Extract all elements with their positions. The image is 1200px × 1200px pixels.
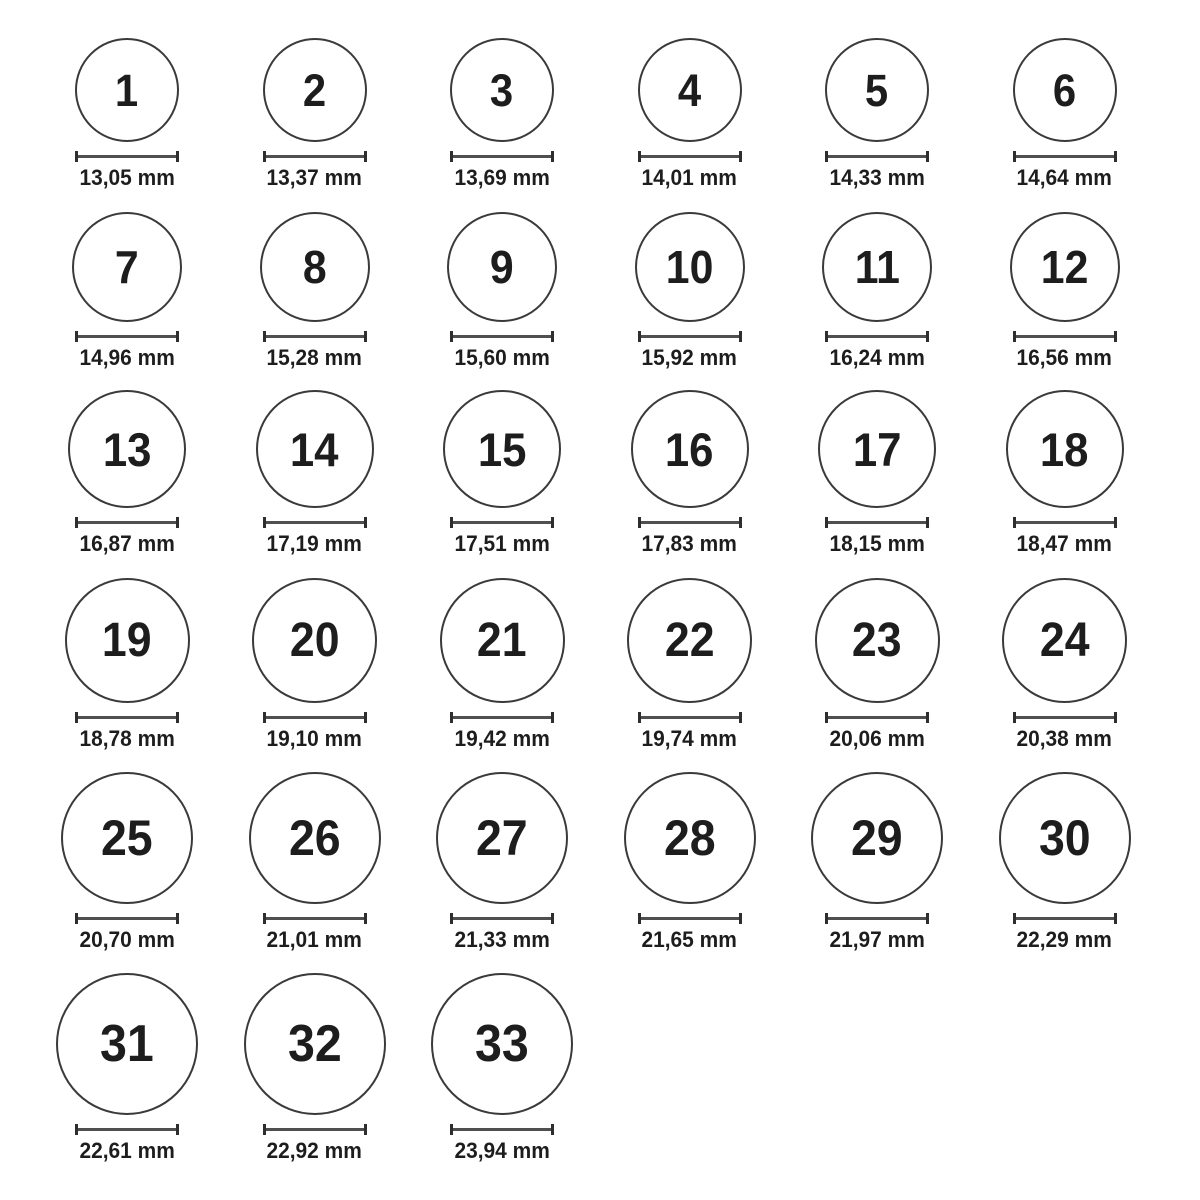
ring-circle — [56, 973, 198, 1115]
diameter-label: 13,37 mm — [266, 165, 363, 190]
ruler-right-tick-icon — [364, 712, 367, 723]
ruler-line — [1016, 155, 1114, 158]
ruler-right-tick-icon — [739, 517, 742, 528]
ring-size-number: 26 — [288, 810, 341, 866]
diameter-ruler — [1013, 151, 1117, 162]
ring-size-item — [783, 772, 971, 951]
ring-size-number: 25 — [101, 810, 153, 866]
ruler-line — [828, 335, 926, 338]
ring-circle — [244, 973, 386, 1115]
ruler-line — [641, 521, 739, 524]
diameter-ruler — [825, 517, 929, 528]
ruler-right-tick-icon — [1114, 151, 1117, 162]
ruler-right-tick-icon — [739, 712, 742, 723]
ring-size-number: 16 — [665, 422, 714, 476]
ruler-line — [78, 335, 176, 338]
ruler-right-tick-icon — [551, 517, 554, 528]
ruler-line — [828, 716, 926, 719]
ring-size-number: 11 — [854, 241, 900, 293]
ruler-right-tick-icon — [1114, 913, 1117, 924]
ruler-right-tick-icon — [176, 913, 179, 924]
ring-size-item — [33, 578, 221, 750]
diameter-label: 20,06 mm — [829, 726, 925, 751]
ring-size-number: 1 — [115, 64, 139, 116]
diameter-label: 18,78 mm — [79, 726, 175, 751]
ring-circle — [65, 578, 190, 703]
ring-size-item — [596, 38, 784, 189]
ring-size-item — [596, 390, 784, 555]
ring-circle — [440, 578, 565, 703]
ring-size-number: 8 — [302, 241, 327, 293]
diameter-ruler — [825, 913, 929, 924]
ring-circle — [72, 212, 182, 322]
diameter-label: 23,94 mm — [454, 1138, 550, 1163]
ring-size-number: 30 — [1038, 810, 1091, 866]
ring-circle — [252, 578, 377, 703]
ring-size-item — [33, 212, 221, 369]
ruler-right-tick-icon — [926, 151, 929, 162]
ring-size-item — [408, 38, 596, 189]
ring-circle — [638, 38, 742, 142]
diameter-ruler — [263, 913, 367, 924]
ruler-line — [1016, 716, 1114, 719]
diameter-label: 19,42 mm — [454, 726, 550, 751]
ring-circle — [263, 38, 367, 142]
diameter-ruler — [450, 1124, 554, 1135]
diameter-ruler — [638, 517, 742, 528]
ring-circle — [256, 390, 374, 508]
ring-size-number: 32 — [287, 1015, 342, 1073]
ruler-right-tick-icon — [926, 913, 929, 924]
diameter-ruler — [75, 913, 179, 924]
ruler-right-tick-icon — [364, 1124, 367, 1135]
ruler-line — [1016, 521, 1114, 524]
ring-circle — [1002, 578, 1127, 703]
ring-size-item — [221, 390, 409, 555]
diameter-label: 22,29 mm — [1016, 927, 1113, 952]
ruler-line — [78, 521, 176, 524]
ring-circle — [1010, 212, 1120, 322]
ring-size-number: 29 — [851, 810, 903, 866]
diameter-ruler — [75, 151, 179, 162]
ruler-right-tick-icon — [176, 712, 179, 723]
ring-size-number: 3 — [490, 64, 514, 116]
ring-size-number: 12 — [1040, 241, 1089, 293]
ruler-line — [266, 716, 364, 719]
ring-size-number: 7 — [115, 241, 139, 293]
diameter-ruler — [450, 913, 554, 924]
ring-size-item — [596, 578, 784, 750]
ring-circle — [249, 772, 381, 904]
ring-size-number: 5 — [865, 64, 889, 116]
diameter-label: 14,01 mm — [641, 165, 738, 190]
ring-size-item — [408, 390, 596, 555]
diameter-ruler — [75, 712, 179, 723]
ruler-line — [266, 917, 364, 920]
ruler-line — [453, 917, 551, 920]
ruler-right-tick-icon — [551, 913, 554, 924]
diameter-ruler — [75, 1124, 179, 1135]
ring-size-item — [408, 772, 596, 951]
ring-size-item — [408, 212, 596, 369]
ring-size-number: 10 — [665, 241, 714, 293]
ring-size-number: 18 — [1040, 422, 1089, 476]
diameter-ruler — [825, 151, 929, 162]
ring-circle — [75, 38, 179, 142]
ring-size-item — [971, 38, 1159, 189]
ring-size-item — [971, 578, 1159, 750]
diameter-ruler — [263, 331, 367, 342]
ruler-line — [453, 521, 551, 524]
ruler-line — [453, 1128, 551, 1131]
diameter-ruler — [263, 1124, 367, 1135]
ruler-line — [78, 155, 176, 158]
ring-circle — [68, 390, 186, 508]
ruler-right-tick-icon — [364, 517, 367, 528]
diameter-label: 19,74 mm — [641, 726, 738, 751]
diameter-label: 14,64 mm — [1016, 165, 1113, 190]
ring-size-item — [783, 212, 971, 369]
ring-size-number: 9 — [490, 241, 514, 293]
diameter-ruler — [450, 712, 554, 723]
ring-size-number: 14 — [290, 422, 339, 476]
diameter-ruler — [825, 712, 929, 723]
diameter-ruler — [1013, 517, 1117, 528]
ring-size-item — [408, 973, 596, 1162]
ruler-line — [1016, 335, 1114, 338]
diameter-label: 16,87 mm — [79, 531, 175, 556]
ring-size-number: 13 — [102, 422, 152, 476]
ring-size-number: 20 — [289, 613, 340, 667]
diameter-label: 21,65 mm — [641, 927, 738, 952]
ring-size-number: 23 — [852, 613, 902, 667]
ring-size-item — [596, 212, 784, 369]
ring-size-number: 4 — [677, 64, 702, 116]
ruler-right-tick-icon — [176, 151, 179, 162]
ruler-right-tick-icon — [551, 712, 554, 723]
ruler-line — [453, 155, 551, 158]
ring-circle — [447, 212, 557, 322]
ruler-line — [641, 335, 739, 338]
ring-size-item — [408, 578, 596, 750]
diameter-label: 17,19 mm — [266, 531, 363, 556]
ring-size-item — [221, 38, 409, 189]
ruler-line — [828, 521, 926, 524]
diameter-label: 22,61 mm — [79, 1138, 175, 1163]
diameter-ruler — [638, 151, 742, 162]
diameter-label: 20,70 mm — [79, 927, 175, 952]
diameter-ruler — [1013, 331, 1117, 342]
ruler-right-tick-icon — [926, 517, 929, 528]
diameter-ruler — [75, 517, 179, 528]
ring-size-number: 22 — [664, 613, 715, 667]
diameter-label: 15,28 mm — [266, 345, 363, 370]
ruler-line — [453, 716, 551, 719]
ring-circle — [825, 38, 929, 142]
ruler-line — [828, 155, 926, 158]
ruler-right-tick-icon — [739, 331, 742, 342]
diameter-label: 13,05 mm — [79, 165, 175, 190]
ring-circle — [635, 212, 745, 322]
ruler-right-tick-icon — [176, 1124, 179, 1135]
ring-size-item — [783, 38, 971, 189]
diameter-ruler — [263, 151, 367, 162]
ring-size-number: 6 — [1052, 64, 1077, 116]
ring-size-item — [971, 390, 1159, 555]
diameter-ruler — [75, 331, 179, 342]
diameter-ruler — [638, 712, 742, 723]
ruler-right-tick-icon — [176, 331, 179, 342]
diameter-ruler — [450, 331, 554, 342]
ruler-line — [1016, 917, 1114, 920]
diameter-label: 14,96 mm — [79, 345, 175, 370]
diameter-label: 21,01 mm — [266, 927, 363, 952]
ring-size-number: 21 — [477, 613, 527, 667]
ruler-right-tick-icon — [551, 151, 554, 162]
diameter-label: 17,51 mm — [454, 531, 550, 556]
ring-circle — [999, 772, 1131, 904]
ring-circle — [631, 390, 749, 508]
ruler-right-tick-icon — [926, 331, 929, 342]
ruler-right-tick-icon — [551, 1124, 554, 1135]
ring-circle — [1006, 390, 1124, 508]
ruler-line — [641, 917, 739, 920]
ruler-line — [641, 155, 739, 158]
diameter-ruler — [450, 151, 554, 162]
ring-circle — [815, 578, 940, 703]
diameter-label: 22,92 mm — [266, 1138, 363, 1163]
ring-size-number: 27 — [476, 810, 528, 866]
ring-circle — [818, 390, 936, 508]
ruler-right-tick-icon — [739, 913, 742, 924]
diameter-label: 17,83 mm — [641, 531, 738, 556]
ruler-line — [266, 335, 364, 338]
diameter-ruler — [825, 331, 929, 342]
diameter-ruler — [638, 331, 742, 342]
ring-size-item — [33, 973, 221, 1162]
ring-size-number: 19 — [102, 613, 152, 667]
ring-size-item — [221, 973, 409, 1162]
diameter-label: 13,69 mm — [454, 165, 550, 190]
ruler-right-tick-icon — [739, 151, 742, 162]
diameter-ruler — [450, 517, 554, 528]
ruler-right-tick-icon — [364, 151, 367, 162]
ring-size-number: 31 — [100, 1015, 154, 1073]
ring-circle — [624, 772, 756, 904]
ring-circle — [627, 578, 752, 703]
ruler-line — [78, 716, 176, 719]
ring-size-number: 15 — [477, 422, 527, 476]
ring-size-item — [783, 390, 971, 555]
ring-size-item — [971, 212, 1159, 369]
ruler-line — [266, 1128, 364, 1131]
diameter-label: 16,56 mm — [1016, 345, 1113, 370]
ruler-right-tick-icon — [926, 712, 929, 723]
ring-circle — [436, 772, 568, 904]
ring-size-item — [33, 772, 221, 951]
ring-size-item — [221, 212, 409, 369]
diameter-label: 18,15 mm — [829, 531, 925, 556]
ring-circle — [1013, 38, 1117, 142]
diameter-label: 21,33 mm — [454, 927, 550, 952]
ring-size-number: 2 — [302, 64, 327, 116]
ring-circle — [260, 212, 370, 322]
ring-size-number: 33 — [475, 1015, 529, 1073]
ruler-right-tick-icon — [1114, 331, 1117, 342]
ruler-right-tick-icon — [551, 331, 554, 342]
ruler-line — [641, 716, 739, 719]
diameter-label: 15,92 mm — [641, 345, 738, 370]
diameter-ruler — [1013, 712, 1117, 723]
ring-size-number: 28 — [663, 810, 716, 866]
ruler-right-tick-icon — [364, 913, 367, 924]
ring-circle — [450, 38, 554, 142]
diameter-label: 16,24 mm — [829, 345, 925, 370]
ruler-right-tick-icon — [364, 331, 367, 342]
ring-circle — [431, 973, 573, 1115]
ring-size-item — [221, 772, 409, 951]
ring-size-item — [221, 578, 409, 750]
ring-circle — [61, 772, 193, 904]
diameter-label: 15,60 mm — [454, 345, 550, 370]
ring-size-item — [596, 772, 784, 951]
ruler-right-tick-icon — [176, 517, 179, 528]
diameter-label: 20,38 mm — [1016, 726, 1113, 751]
ring-size-item — [971, 772, 1159, 951]
diameter-ruler — [263, 517, 367, 528]
ruler-line — [453, 335, 551, 338]
diameter-ruler — [263, 712, 367, 723]
ring-circle — [811, 772, 943, 904]
ring-size-number: 17 — [852, 422, 902, 476]
ruler-line — [78, 1128, 176, 1131]
diameter-ruler — [638, 913, 742, 924]
ruler-line — [78, 917, 176, 920]
ruler-right-tick-icon — [1114, 517, 1117, 528]
diameter-label: 18,47 mm — [1016, 531, 1113, 556]
ruler-right-tick-icon — [1114, 712, 1117, 723]
diameter-ruler — [1013, 913, 1117, 924]
ring-size-item — [33, 38, 221, 189]
ring-circle — [822, 212, 932, 322]
ruler-line — [828, 917, 926, 920]
ring-size-item — [783, 578, 971, 750]
diameter-label: 21,97 mm — [829, 927, 925, 952]
ring-circle — [443, 390, 561, 508]
ring-size-item — [33, 390, 221, 555]
ruler-line — [266, 155, 364, 158]
ruler-line — [266, 521, 364, 524]
diameter-label: 14,33 mm — [829, 165, 925, 190]
diameter-label: 19,10 mm — [266, 726, 363, 751]
ring-size-number: 24 — [1039, 613, 1090, 667]
